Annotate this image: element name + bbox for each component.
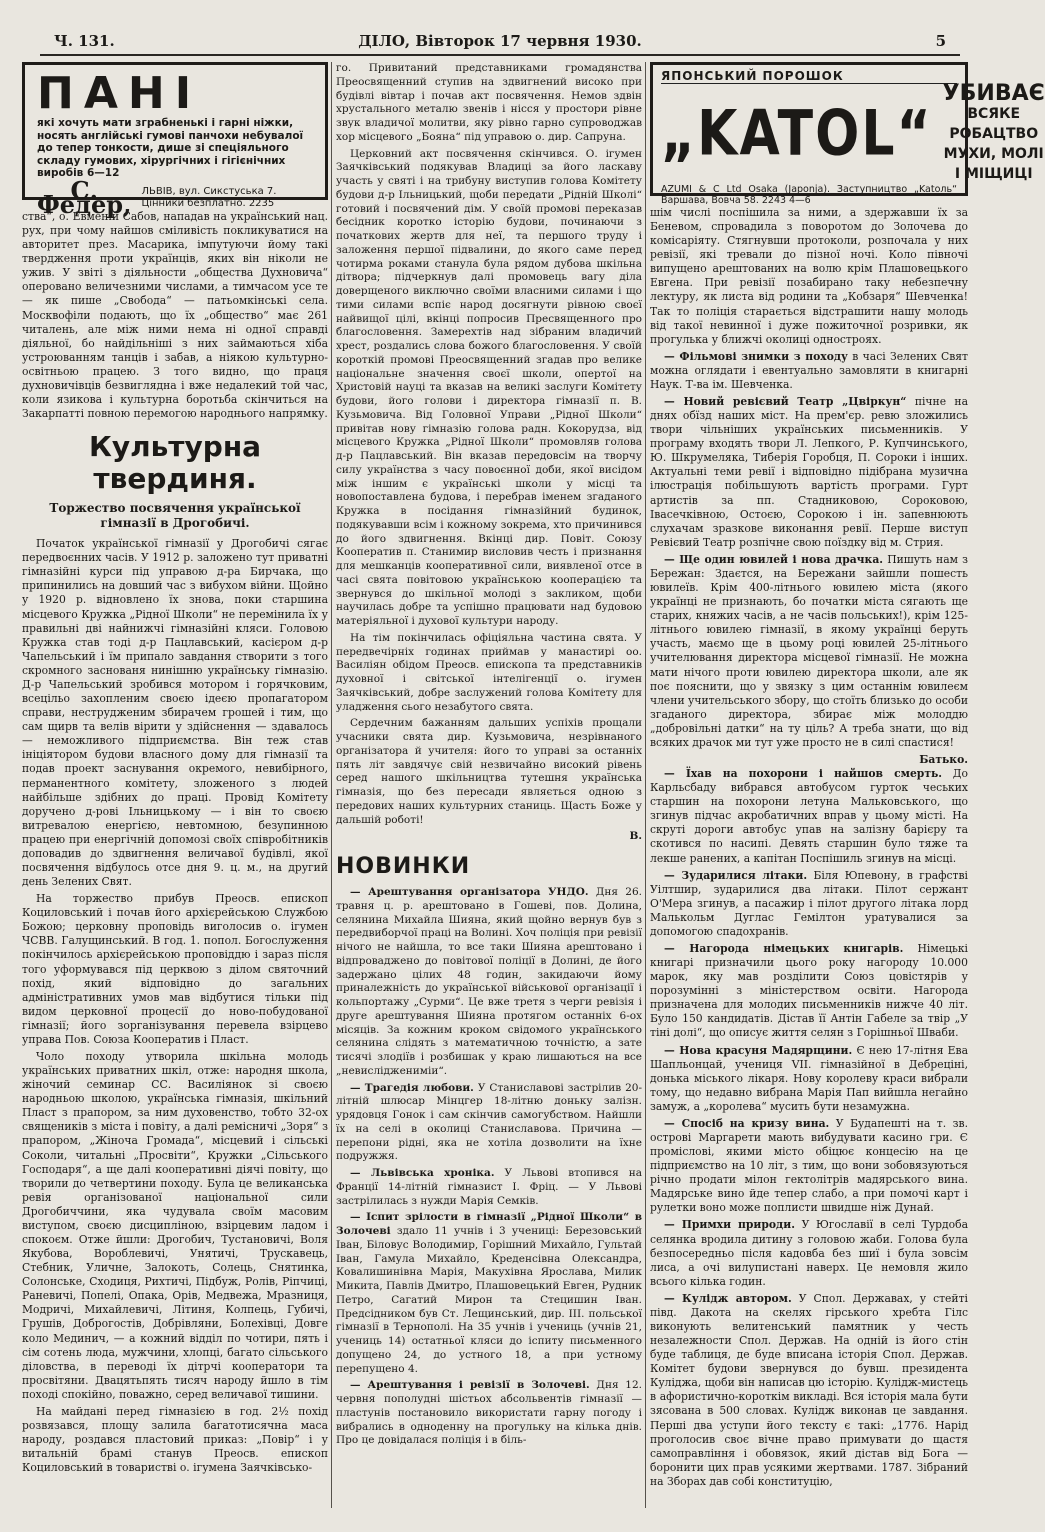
column-1 [22, 62, 328, 1478]
column-rule [331, 62, 332, 1508]
article-text: На майдані перед гімназією в год. 2½ похід розвязався, площу залила багатотисячна маса народу, роздався пластовий приказ: „Повір“ і у витальній брамі станув Преосв. епископ Коциловський в товаристві о. ігумена Заячківсько- [22, 1404, 328, 1475]
article-text: Чоло походу утворила шкільна молодь українських приватних шкіл, отже: народня школа, жіночий семинар СС. Василіянок зі своєю народньою школою, українська гімназія, шкільний Пласт з прапором, за ним духовенство, тобто 32-ох священиків з міста і повіту, а далі ремісничі „Зоря“ з прапором, „Жіноча Громада“, місцевий і сільські Соколи, читальні „Просвіти“, Кружки „Сільського Господаря“, а ще далі кооперативні діячі повіту, що творили до четвертини походу. Була це великанська ревія організованої національної сили Дрогобиччини, яка чудувала своїм масовим виступом, своєю дисципліною, взірцевим ладом і спокоєм. Отже йшли: Дрогобич, Тустановичі, Воля Якубова, Вороблевичі, Унятичі, Трускавець, Стебник, Уличне, Залокоть, Солець, Снятинка, Солонське, Сходиця, Рихтичі, Підбуж, Ролів, Ріпчиці, Раневичі, Попелі, Опака, Орів, Медвежа, Мразниця, Модричі, Михайлевичі, Літиня, Колпець, Губичі, Грушів, Доброгостів, Добрівляни, Болехівці, Довге коло Мединич, — а кожний відділ по чотири, пять і сім сотень люда, мужчини, хлопці, багато сільського діловства, в переводі їх дітрчі кооператори та просвітяни. Двацятьпять тисяч народу йшло в тім поході спокійно, поважно, серед величавої тишини. [22, 1049, 328, 1401]
news-text: У Будапешті на т. зв. острові Маргарети мають вибудувати касино гри. Є проміслові, якими місто обіцює концесію на це підприємство на 10 літ, з тим, що вони зобовязуються річно продати мілон гектолітрів мадярського вина. Мадярське вино йде тепер слабо, а при помочі карт і рулетки воно може поплисти швидше ніж Дунай. [650, 1116, 968, 1215]
news-text: Біля Юпевону, в графстві Уілтшир, зударилися два літаки. Пілот сержант О'Мера згинув, а пасажир і пілот другого літака лорд Малькольм Дуглас Гемілтон уратувалися за допомогою спадохранів. [650, 868, 968, 938]
ad-title: ПАНІ [37, 68, 202, 119]
news-text: здало 11 учнів і 3 учениці: Березовський Іван, Біловус Володимир, Горішний Михайло, Гультай Іван, Гамула Михайло, Креденсівна Олександра, Ковалишинівна Марія, Макухівна Ярослава, Милик Микита, Павлів Дмитро, Плашовецький Евген, Рудник Петро, Сагатий Мирон та Стецишин Іван. Предсідником був Ст. Лещинський, дир. ІІІ. польської гімназії в Тернополі. На 35 учнів і учениць (учнів 21, учениць 14) остатньої кляси до іспиту письменного допущено 24, до устного 18, а при устному перепущено 4. [336, 1225, 642, 1375]
news-text: У Станиславові застрілив 20-літній шлюсар Мінцгер 18-літню доньку залізн. урядовця Гонок і сам скінчив самогубством. Найшли їх на селі в околиці Станиславова. Причина — перепони рідні, яка не хотіла дозволити на їхне подружжя. [336, 1081, 642, 1163]
article-text: Сердечним бажанням дальших успіхів прощали учасники свята дир. Кузьмовича, незрівнаного організатора й учителя: його то управі за останніх пять літ завдячує свій незвичайно високий рівень серед нашого шкільництва тутешня українська гімназія, що без пересади являється одною з передових наших культурних станиць. Щасть Боже у дальшій роботі! [336, 717, 642, 826]
article-text: На тім покінчилась офіціяльна частина свята. У передвечірніх годинах приймав у манастирі оо. Василіян обідом Преосв. епископа та представників духовної і світської інтелігенції о. ігумен Заячківський, добре заслужений голова Комітету для уладження сього незабутого свята. [336, 631, 642, 713]
news-signature: Батько. [919, 752, 968, 766]
column-rule [645, 62, 646, 1508]
ad-katol-brand: „KATOL“ [661, 98, 933, 171]
ad-footer [37, 175, 315, 219]
article-signature: В. [629, 830, 642, 843]
news-text: У Спол. Державах, у стейті півд. Дакота на скелях гірського хребта Гілс виконують велитенський памятник у честь незалежности Спол. Держав. На одній із його стін буде таблиця, де буде вписана історія Спол. Держав. Комітет будови звернувся до бувш. президента Куліджа, щоби він написав цю історію. Кулідж-мистець в афористично-короткім викладі. Вся історія мала бути зясована в 500 словах. Кулідж виконав це завдання. Перші два уступи його тексту є такі: „1776. Нарід проголосив своє вічне право примувати до щастя самоправління і обовязок, який дістав від Бога — боронити цих прав усякими жертвами. 1787. Зібраний на Зборах дав собі конституцію, [650, 1291, 968, 1488]
news-text: в часі Зелених Свят можна оглядати і евентуально замовляти в книгарні Наук. Т-ва ім. Шевченка. [650, 349, 968, 391]
page-number: 5 [935, 32, 946, 50]
news-headline: — Трагедія любови. [350, 1081, 474, 1094]
article-text: шім числі поспішила за ними, а здержавши їх за Беневом, спровадила з поворотом до Золочева до комісаріяту. Стягнувши протоколи, розпочала у них ревізії, які тревали до пізної ночі. Коло півночі випущено арештованих на волю крім Плашовецького Евгена. При ревізії позабирано таку небезпечну лектуру, як листа від родини та „Кобзаря“ Шевченка! Так то поліція старається відстрашити нашу молодь від такої невинної і дуже пожиточної розривки, як прогулька у ближчі околиці одностроях. [650, 206, 968, 346]
article-text: ства“, о. Евменій Сабов, нападав на український нац. рух, при чому найшов сміливість покликуватися на авторитет през. Масарика, імпутуючи йому такі твердження проти українців, яких він ніколи не ужив. У звіті з діяльности „общества Духновича“ оперовано величезними числами, а тимчасом усе те — як пише „Свобода“ — патьомкінські села. Москвофіли подають, що їх „общество“ має 261 читалень, але між ними нема ні одної справді діяльної, бо найдільніші з них займаються хіба устроюванням танців і забав, а ніякою культурно-освітньою працею. З того видно, що праця духновичівців безвиглядна і вже недалекий той час, коли язикова і культурна боротьба скінчиться на Закарпатті повною перемогою народнього напрямку. [22, 210, 328, 421]
article-text: Початок української гімназії у Дрогобичі сягає передвоєнних часів. У 1912 р. заложено тут приватні гімназійні курси під управою д-ра Бирчака, що припинились на довший час з вибухом війни. Щойно у 1920 р. відновлено їх знова, поки старшина місцевого Кружка „Рідної Школи“ не перемінила їх у правильні дві найнижчі гімназійні кляси. Головою Кружка став тоді д-р Пацлавський, касієром д-р Чапельський і їм припало завдання створити з того скромного заснованя нинішню українську гімназію. Д-р Чапельський зробився мотором і горячковим, всецільо захопленим своєю ідеєю пропагатором справи, неструдженим збирачем грошей і тим, що сам щирв та велів вірити у здійснення — здавалось — неможливого підприємства. Він теж став ініціятором будови власного дому для гімназії та подав проект заснування окремого, невибірного, перманентного комітету, зложеного з людей найбільше здібних до праці. Провід Комітету доручено д-рові Ільницькому — і він то своєю витревалою енергією, невтомною, безупинною працею при енергічній допомозі своїх співробітників доповадив до здвигнення величавої будівлі, якої посвячення відбулось отсе дня 9. ц. м., на другий день Зелених Свят. [22, 537, 328, 889]
news-text: Німецькі книгарі призначили цього року нагороду 10.000 марок, яку мав розділити Союз цовістярів у порозумінні з міністерством освіти. Нагорода призначена для молодих письменників нижче 40 літ. Було 150 кандидатів. Дістав її Антін Габеле за твір „У тіні долі“, що описує життя селян з Горішньої Шваби. [650, 941, 968, 1040]
news-text: Пишуть нам з Бережан: Здаєтся, на Бережани зайшли пошесть ювилеїв. Крім 400-літнього ювилею міста (якого українці не признають, бо початки міста сягають ще старих, княжих часів, а не часів польських!), крім 125-літнього ювилею гімназії, в якому українці беруть участь, маємо ще в цьому році ювилей 25-літнього учителювання директора місцевої гімназії. Не можна мати нічого проти ювилею директора школи, але як поє пояснити, що у звязку з цим останнім ювилеєм члени учительського збору, що стоїть близько до особи згаданого директора, збирає між молоддю „добровільні датки“ на ту ціль? А треба знати, що від всяких драчок ми тут уже просто не в силі спастися! [650, 552, 968, 749]
ad-katol-footer: AZUMI & C Ltd Osaka (Japonja). Заступництво „Katоль“ Варшава, Вовча 58. 2243 4—6 [661, 184, 957, 207]
article-headline: Культурна твердиня. [88, 430, 262, 496]
issue-number: Ч. 131. [54, 32, 115, 50]
news-headline: — Їхав на похорони і найшов смерть. [664, 767, 943, 781]
news-headline: — Примхи природи. [664, 1218, 795, 1232]
column-3 [650, 62, 1045, 1492]
news-headline: — Фільмові знимки з походу [664, 349, 848, 363]
news-text: Є нею 17-літня Ева Шапльонцай, учениця VII. гімназійної в Дебреціні, донька міського лікаря. Нову королеву краси вибрали тому, що недавно вибрана Марія Пап вийшла негайно замуж, а „королева“ мусить бути незамужна. [650, 1043, 968, 1113]
news-headline: — Ще один ювилей і нова драчка. [664, 552, 884, 566]
news-headline: — Львівська хроніка. [350, 1167, 495, 1179]
masthead-date: ДІЛО, Вівторок 17 червня 1930. [358, 32, 642, 50]
advertisement-pani [22, 62, 328, 219]
page-header [40, 28, 960, 56]
ad-firm: С. Федер, [37, 175, 132, 219]
article-text: го. Привитаний представниками громадянства Преосвященний ступив на здвигнений високо при будівлі вівтар і почав акт посвячення. Немов здвін хрустального металю звенів і нісся у простори рівне звук владичої молитви, яку рівно гарно супроводжав хор місцевого „Бояна“ під управою о. дир. Сапруна. [336, 62, 642, 143]
news-headline: — Арештування і ревізії в Золочеві. [350, 1379, 590, 1392]
news-text: Дня 12. червня пополудні шістьох абсольвентів гімназії — пластунів постановило використати гарну погоду і вибрались в одноденну на прогульку на кілька днів. Про це довідалася поліція і в біль- [336, 1379, 643, 1447]
article-text: Церковний акт посвячення скінчився. О. ігумен Заячківський подякував Владиці за його ласкаву участь у святі і на трибуну виступив голова Комітету будови д-р Ільницький, щоби передати „Рідній Школі“ готовий і посвячений дім. У своїй промові переказав бесідник коротко історію будови, починаючи з початкових жертв для неї, та першого труду і заложення першої підвалини, до якого саме перед чотирма роками станула була рядом дубова шкільна дітвора; підчеркнув далі промовець вагу діла доверщеного виключно своїми власними силами і що тими силами вспіє народ досягнути рівною своєї найвищої цілі, вкінці попросив Пресвященного про благословення. Замерехтів над зібраним владичий хрест, роздались слова божого благословення. У своїй короткій промові Преосвященний згадав про велике національне значення своєї школи, опертої на Христовій науці та вказав на великі заслуги Комітету будови, його голови і директора гімназії п. В. Кузьмовича. Від Головної Управи „Рідної Школи“ привітав нову гімназію голова радн. Кокорудза, від місцевого Кружка „Рідної Школи“ промовляв голова д-р Пацлавський. Він вказав передовсім на творчу силу українства з часу повоєнної доби, якої висідом між іншим є українські школи у місці та новопоставлена будова, і перебрав іменем згаданого Кружка в посідання гімназійний будинок, подякувавши всім і кожному зокрема, хто причинився до його здвигнення. Вкінці дир. Повіт. Союзу Кооператив п. Станимир висловив честь і признання для мешканців кооперативної сили, виявленої отсе в часі свята повітовою українською кооперацією та звернувся до шкільної молоді з закликом, щоби научилась добре та успішно працювати над будовою матеріяльної і духової культури народу. [336, 147, 642, 627]
news-headline: — Іспит зрілости в гімназії „Рідної Школи“ в Золочеві [336, 1211, 642, 1237]
news-headline: — Арештування організатора УНДО. [350, 886, 589, 898]
ad-katol-top: ЯПОНСЬКИЙ ПОРОШОК [661, 69, 957, 84]
column-2 [336, 62, 642, 1451]
ad-body: які хочуть мати зграбненькі і гарні ніжки, носять англійські гумові панчохи небувалої до тепер тонкости, дише зі спеціяльного складу гумових, хірургічних і гігієнічних виробів 6—12 [37, 117, 304, 179]
news-headline: — Нова красуня Мадярщини. [664, 1043, 853, 1057]
news-text: пічне на днях обїзд наших міст. На прем'єр. ревю зложились твори чільніших українських письменників. У програму входять твори Л. Лепкого, Р. Купчинського, Ю. Шкрумеляка, Тиберія Горобця, П. Сороки і інших. Актуальні теми ревії і відповідно підібрана музична ілюстрація побільшують вартість програми. Гурт артистів за пп. Стадниковою, Сороковою, Івасечківною, Остоєю, Сорокою і ін. запевнюють слухачам зразкове виконання ревії. Перше виступ Ревієвий Театр розпічне свою поїздку від м. Стрия. [650, 395, 969, 549]
news-text: У Югославії в селі Турдоба селянка вродила дитину з головою жаби. Голова була безпосередньо після кадовба без шиї і була зовсім лиса, а очі вилупистані наверх. Це немовля жило всього кілька годин. [650, 1218, 968, 1288]
article-text: На торжество прибув Преосв. епископ Коциловський і почав його архієрейською Службою Божою; церковну проповідь виголосив о. ігумен ЧСВВ. Галущинський. В год. 1. попол. Богослуження покінчилось архієрейською проповіддю і зараз після того уформувався під церквою з ділом святочний похід, який відповідно до загальних адміністративних умов мав відбутися тільки під видом церковної процесії до ново-побудованої гімназії; його зорганізування перевела взірцево управа Пов. Союза Кооператив і Пласт. [22, 892, 328, 1046]
news-section-title: НОВИНКИ [336, 854, 471, 879]
news-text: Дня 26. травня ц. р. арештовано в Гошеві, пов. Долина, селянина Михайла Шияна, який щойно вернув був з передвиборчої праці на Волині. Хоч поліція при ревізії нічого не найшла, то все таки Шияна арештовано і відпроваджено до повітової поліції в Долині, де його задержано цілих 48 годин, закидаючи йому приналежність до української військової організації і кольпортажу „Сурми“. Це вже третя з черги ревізія і друге арештування Шияна протягом останніх 6-ох місяців. За кожним кроком свідомого українського селянина слідять з математичною точністю, а зате тисячі злодіїв і розбишак у краю лишаються на все „невисліджениміи“. [336, 886, 643, 1077]
ad-address: ЛЬВІВ, вул. Сикстуська 7. Цінники безплатно. 2235 [141, 185, 277, 209]
news-headline: — Новий ревієвий Театр „Цвіркун“ [664, 395, 907, 409]
news-headline: — Зударилися літаки. [664, 868, 808, 882]
news-text: У Львові втопився на Франції 14-літній гімназист І. Фріц. — У Львові застрілилась з нужди Марія Семків. [336, 1167, 643, 1207]
news-headline: — Кулідж автором. [664, 1291, 792, 1305]
news-text: До Карльсбаду вибрався автобусом гурток чеських старшин на похорони летуна Мальковського, що згинув підчас акробатичних вправ у цьому місті. На скруті дороги автобус упав на залізну барієру та скотився по насипі. Девять старшин було тяже та лекше ранених, а капітан Поспішиль згинув на місці. [650, 767, 968, 865]
ad-slogan-line: УБИВАЄ [942, 81, 1045, 107]
ad-slogan-line: МУХИ, МОЛІ І МІЩИЦІ [943, 146, 1044, 183]
ad-katol-slogan [942, 81, 1045, 184]
advertisement-katol [650, 62, 1045, 207]
ad-slogan-line: ВСЯКЕ РОБАЦТВО [949, 106, 1039, 143]
news-headline: — Нагорода німецьких книгарів. [664, 941, 904, 955]
news-headline: — Спосіб на кризу вина. [664, 1116, 830, 1130]
article-subheadline: Торжество посвячення української гімназії в Дрогобичі. [49, 501, 301, 531]
